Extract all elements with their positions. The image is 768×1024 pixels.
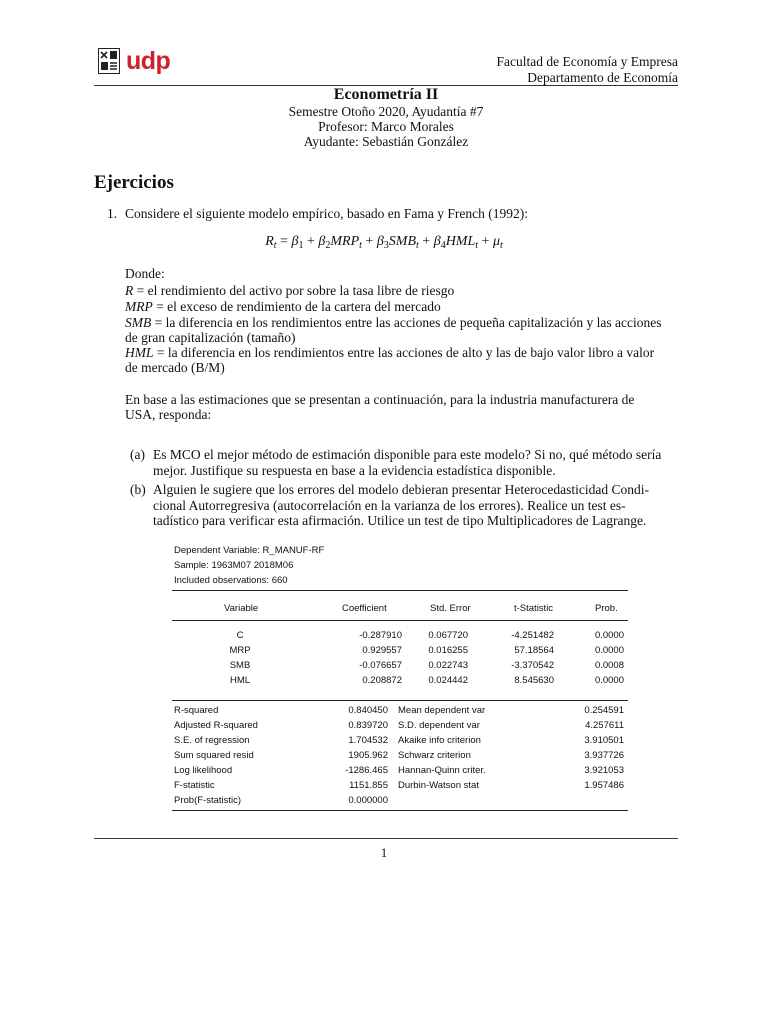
table-rule-header bbox=[172, 620, 628, 621]
stat-label-2: Schwarz criterion bbox=[398, 750, 471, 761]
definition-mrp: MRP = el exceso de rendimiento de la cartera del mercado bbox=[125, 299, 441, 314]
coef-cell-t-statistic: -3.370542 bbox=[511, 660, 554, 671]
stat-label: F-statistic bbox=[174, 780, 215, 791]
stat-value: 0.000000 bbox=[348, 795, 388, 806]
coef-cell-coefficient: -0.287910 bbox=[359, 630, 402, 641]
basis-text-line-1: En base a las estimaciones que se presentan a continuación, para la industria manufacturera de bbox=[125, 392, 635, 407]
table-rule-top bbox=[172, 590, 628, 591]
stat-value: 1.704532 bbox=[348, 735, 388, 746]
coef-cell-std-error: 0.024442 bbox=[428, 675, 468, 686]
definition-smb: SMB = la diferencia en los rendimientos entre las acciones de pequeña capitalización y las acciones bbox=[125, 315, 662, 330]
col-header-t-statistic: t-Statistic bbox=[514, 603, 554, 614]
section-heading: Ejercicios bbox=[94, 172, 174, 193]
col-header-coefficient: Coefficient bbox=[342, 603, 387, 614]
definition-hml-continued: de mercado (B/M) bbox=[125, 360, 225, 375]
faculty-name: Facultad de Economía y Empresa bbox=[496, 54, 678, 69]
definition-hml-text: = la diferencia en los rendimientos entre las acciones de alto y las de bajo valor libro a valor bbox=[156, 345, 655, 360]
stat-value-2: 3.937726 bbox=[584, 750, 624, 761]
coef-cell-variable: HML bbox=[229, 675, 251, 686]
coef-cell-t-statistic: -4.251482 bbox=[511, 630, 554, 641]
stat-label: S.E. of regression bbox=[174, 735, 250, 746]
coef-cell-std-error: 0.022743 bbox=[428, 660, 468, 671]
coef-cell-coefficient: -0.076657 bbox=[359, 660, 402, 671]
donde-label: Donde: bbox=[125, 266, 165, 281]
coef-cell-t-statistic: 57.18564 bbox=[514, 645, 554, 656]
basis-text-line-2: USA, responda: bbox=[125, 407, 212, 422]
stat-value-2: 3.921053 bbox=[584, 765, 624, 776]
stat-value: 0.840450 bbox=[348, 705, 388, 716]
stat-value-2: 1.957486 bbox=[584, 780, 624, 791]
coef-cell-t-statistic: 8.545630 bbox=[514, 675, 554, 686]
definition-smb-continued: de gran capitalización (tamaño) bbox=[125, 330, 296, 345]
stat-label-2: Durbin-Watson stat bbox=[398, 780, 479, 791]
observations-line: Included observations: 660 bbox=[174, 575, 288, 586]
stat-value-2: 3.910501 bbox=[584, 735, 624, 746]
coef-cell-std-error: 0.016255 bbox=[428, 645, 468, 656]
stat-label-2: Akaike info criterion bbox=[398, 735, 481, 746]
stat-value-2: 0.254591 bbox=[584, 705, 624, 716]
semester-line: Semestre Otoño 2020, Ayudantía #7 bbox=[288, 104, 484, 119]
coef-cell-prob: 0.0000 bbox=[594, 675, 624, 686]
col-header-prob: Prob. bbox=[595, 603, 618, 614]
coef-cell-prob: 0.0000 bbox=[594, 645, 624, 656]
stat-label: R-squared bbox=[174, 705, 219, 716]
item-a-line-1: Es MCO el mejor método de estimación disponible para este modelo? Si no, qué método sería bbox=[153, 447, 662, 462]
coef-cell-coefficient: 0.208872 bbox=[362, 675, 402, 686]
professor-line: Profesor: Marco Morales bbox=[318, 119, 454, 134]
department-name: Departamento de Economía bbox=[527, 70, 678, 85]
table-rule-middle bbox=[172, 700, 628, 701]
page-number: 1 bbox=[380, 845, 388, 860]
stat-label-2: Hannan-Quinn criter. bbox=[398, 765, 486, 776]
stat-value: 0.839720 bbox=[348, 720, 388, 731]
stat-label-2: Mean dependent var bbox=[398, 705, 486, 716]
course-title: Econometría II bbox=[333, 86, 439, 103]
stat-label: Prob(F-statistic) bbox=[174, 795, 242, 806]
item-b-line-2: cional Autorregresiva (autocorrelación en la varianza de los errores). Realice un test es- bbox=[153, 498, 626, 513]
coef-cell-variable: MRP bbox=[229, 645, 251, 656]
item-a-label: (a) bbox=[130, 447, 145, 462]
definition-r-text: = el rendimiento del activo por sobre la tasa libre de riesgo bbox=[136, 283, 455, 298]
col-header-std-error: Std. Error bbox=[430, 603, 471, 614]
stat-label-2: S.D. dependent var bbox=[398, 720, 480, 731]
coef-cell-prob: 0.0000 bbox=[594, 630, 624, 641]
assistant-line: Ayudante: Sebastián González bbox=[303, 134, 469, 149]
coef-cell-coefficient: 0.929557 bbox=[362, 645, 402, 656]
regression-output-table bbox=[172, 540, 628, 812]
coef-cell-prob: 0.0008 bbox=[594, 660, 624, 671]
stat-value: 1151.855 bbox=[349, 780, 388, 791]
item-b-line-1: Alguien le sugiere que los errores del modelo debieran presentar Heterocedasticidad Condi- bbox=[153, 482, 649, 497]
logo-text: udp bbox=[126, 47, 171, 75]
sample-line: Sample: 1963M07 2018M06 bbox=[174, 560, 294, 571]
coef-cell-variable: SMB bbox=[229, 660, 251, 671]
stat-label: Adjusted R-squared bbox=[174, 720, 258, 731]
university-logo bbox=[98, 46, 170, 76]
stat-value: -1286.465 bbox=[345, 765, 388, 776]
stat-label: Sum squared resid bbox=[174, 750, 254, 761]
coef-cell-std-error: 0.067720 bbox=[428, 630, 468, 641]
university-crest-icon bbox=[98, 48, 120, 74]
definition-r: R = el rendimiento del activo por sobre la tasa libre de riesgo bbox=[125, 283, 455, 298]
stat-label: Log likelihood bbox=[174, 765, 233, 776]
definition-smb-text: = la diferencia en los rendimientos entre las acciones de pequeña capitalización y las acciones bbox=[154, 315, 662, 330]
model-equation: $R_t = \beta_1 + \beta_2MRP_t + \beta_3SMB_t + \beta_4HML_t + \mu_t$ bbox=[265, 234, 503, 251]
header-institution bbox=[497, 54, 678, 86]
stat-value-2: 4.257611 bbox=[585, 720, 624, 731]
item-b-label: (b) bbox=[130, 482, 146, 497]
item-b-line-3: tadístico para verificar esta afirmación. Utilice un test de tipo Multiplicadores de Lagrange. bbox=[153, 513, 647, 528]
dependent-variable-line: Dependent Variable: R_MANUF-RF bbox=[174, 545, 325, 556]
stat-value: 1905.962 bbox=[348, 750, 388, 761]
footer-divider bbox=[94, 838, 678, 839]
exercise-intro: Considere el siguiente modelo empírico, basado en Fama y French (1992): bbox=[125, 206, 529, 221]
definition-mrp-text: = el exceso de rendimiento de la cartera del mercado bbox=[156, 299, 441, 314]
item-a-line-2: mejor. Justifique su respuesta en base a la evidencia estadística disponible. bbox=[153, 463, 556, 478]
coef-cell-variable: C bbox=[236, 630, 244, 641]
definition-hml: HML = la diferencia en los rendimientos entre las acciones de alto y las de bajo valor libro a valor bbox=[125, 345, 655, 360]
exercise-number: 1. bbox=[107, 206, 118, 221]
col-header-variable: Variable bbox=[224, 603, 259, 614]
table-rule-bottom bbox=[172, 810, 628, 811]
